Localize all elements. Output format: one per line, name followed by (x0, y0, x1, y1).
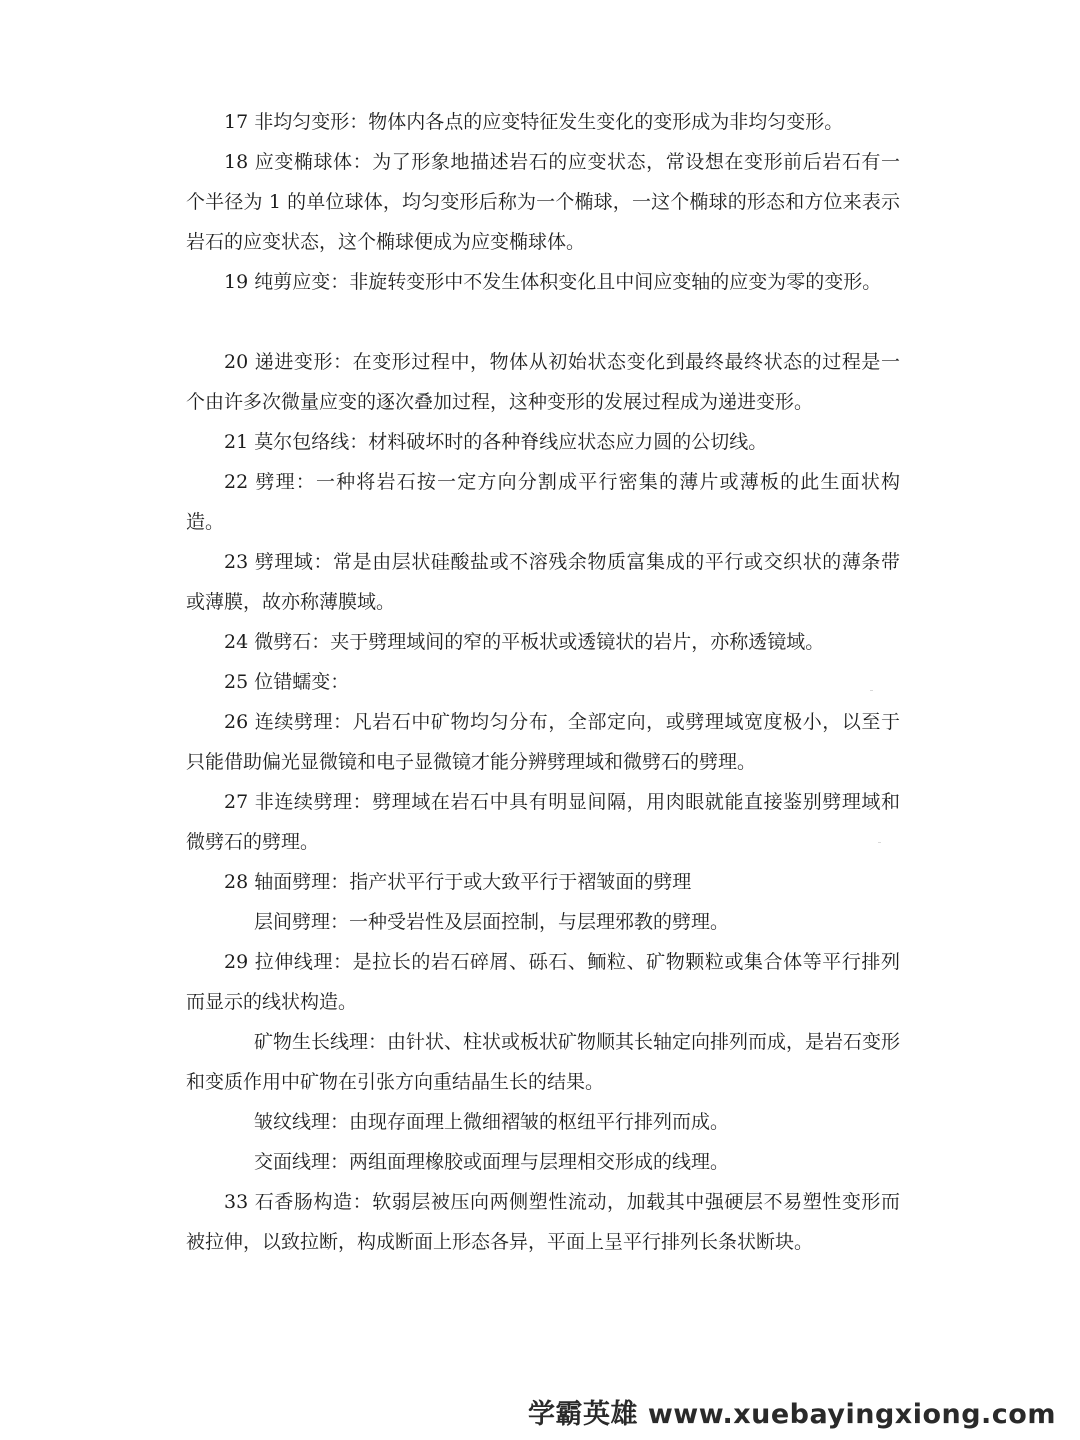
entry-17: 17 非均匀变形：物体内各点的应变特征发生变化的变形成为非均匀变形。 (224, 111, 844, 133)
entry-20: 20 递进变形：在变形过程中，物体从初始状态变化到最终最终状态的过程是一个由许多次微量应变的逐次叠加过程，这种变形的发展过程成为递进变形。 (186, 351, 900, 413)
entry-28: 28 轴面劈理：指产状平行于或大致平行于褶皱面的劈理 (224, 871, 692, 893)
entry-23: 23 劈理域：常是由层状硅酸盐或不溶残余物质富集成的平行或交织状的薄条带或薄膜，故亦称薄膜域。 (186, 551, 900, 613)
entry-29-intersection-lineation: 交面线理：两组面理橡胶或面理与层理相交形成的线理。 (254, 1151, 730, 1173)
entry-19: 19 纯剪应变：非旋转变形中不发生体积变化且中间应变轴的应变为零的变形。 (224, 271, 882, 293)
entry-27: 27 非连续劈理：劈理域在岩石中具有明显间隔，用肉眼就能直接鉴别劈理域和微劈石的劈理。 (186, 791, 900, 853)
entry-21: 21 莫尔包络线：材料破坏时的各种脊线应状态应力圆的公切线。 (224, 431, 768, 453)
entry-29-crenulation-lineation: 皱纹线理：由现存面理上微细褶皱的枢纽平行排列而成。 (254, 1111, 730, 1133)
scan-speck (870, 690, 873, 691)
entry-29: 29 拉伸线理：是拉长的岩石碎屑、砾石、鲕粒、矿物颗粒或集合体等平行排列而显示的线状构造。 (186, 951, 900, 1013)
entry-33: 33 石香肠构造：软弱层被压向两侧塑性流动，加载其中强硬层不易塑性变形而被拉伸，以致拉断，构成断面上形态各异，平面上呈平行排列长条状断块。 (186, 1191, 900, 1253)
entry-25: 25 位错蠕变： (224, 671, 350, 693)
entry-24: 24 微劈石：夹于劈理域间的窄的平板状或透镜状的岩片，亦称透镜域。 (224, 631, 825, 653)
entry-26: 26 连续劈理：凡岩石中矿物均匀分布，全部定向，或劈理域宽度极小，以至于只能借助偏光显微镜和电子显微镜才能分辨劈理域和微劈石的劈理。 (186, 711, 900, 773)
scan-speck (878, 842, 881, 843)
entry-29-mineral-growth-lineation: 矿物生长线理：由针状、柱状或板状矿物顺其长轴定向排列而成，是岩石变形和变质作用中矿物在引张方向重结晶生长的结果。 (186, 1031, 901, 1093)
entry-28-interlayer-cleavage: 层间劈理：一种受岩性及层面控制，与层理邪教的劈理。 (254, 911, 730, 933)
entry-18: 18 应变椭球体：为了形象地描述岩石的应变状态，常设想在变形前后岩石有一个半径为 1 的单位球体，均匀变形后称为一个椭球，一这个椭球的形态和方位来表示岩石的应变状态，这个椭球便成为应变椭球体。 (186, 151, 900, 253)
site-watermark: 学霸英雄 www.xuebayingxiong.com (527, 1399, 1056, 1430)
entry-22: 22 劈理：一种将岩石按一定方向分割成平行密集的薄片或薄板的此生面状构造。 (186, 471, 900, 533)
